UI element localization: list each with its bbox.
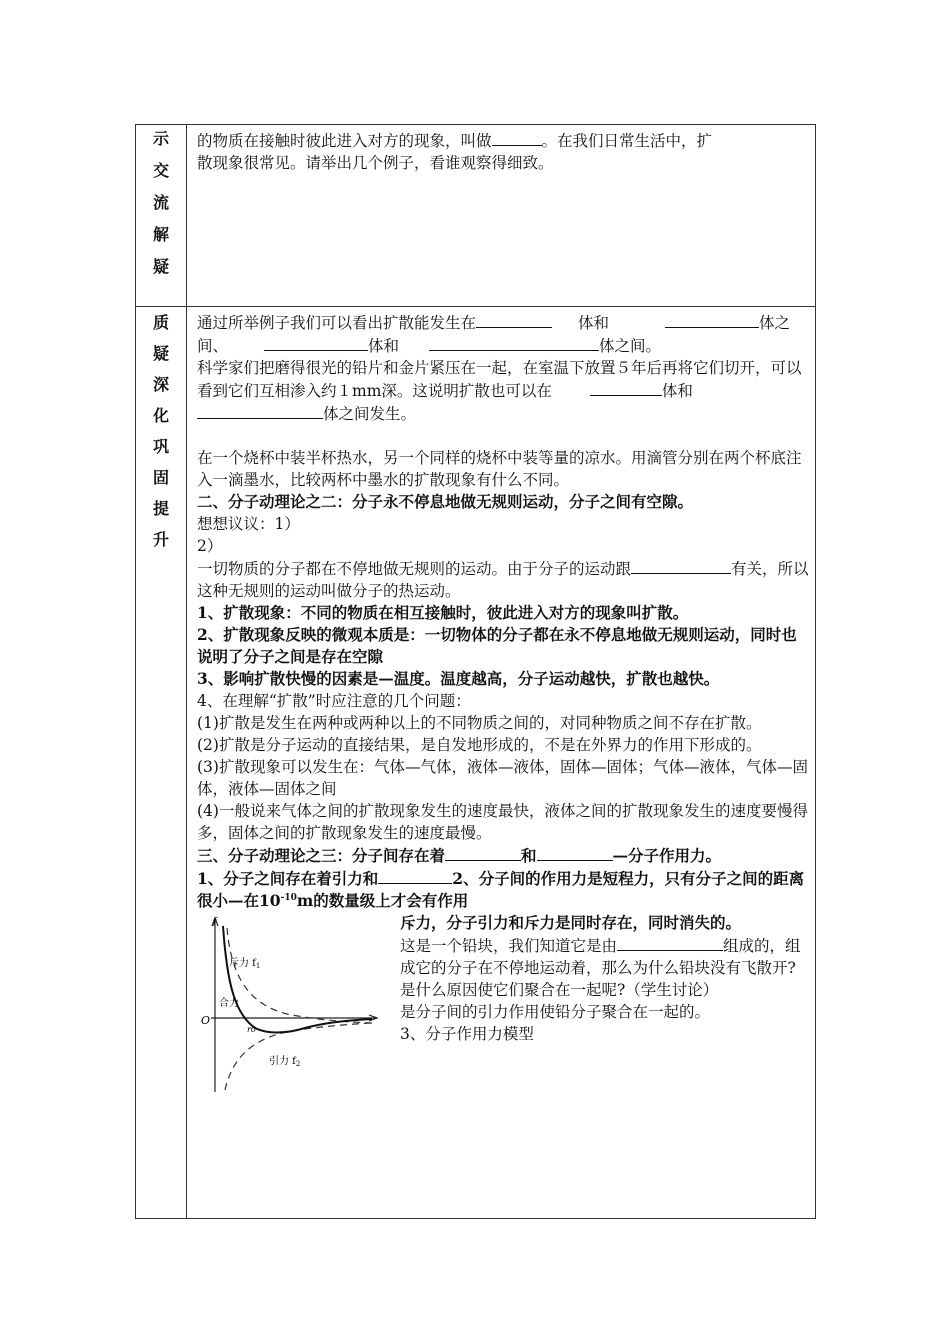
side-char: 疑 (152, 344, 169, 363)
side-char: 化 (152, 406, 169, 425)
content-deepen (187, 307, 816, 1219)
side-char: 交 (152, 161, 169, 180)
fill-blank[interactable] (617, 934, 723, 951)
point-1: 1、扩散现象：不同的物质在相互接触时，彼此进入对方的现象叫扩散。 (197, 603, 689, 622)
lead-gold-paragraph: 科学家们把磨得很光的铅片和金片紧压在一起，在室温下放置５年后再将它们切开，可以看到它们互相渗入约１mm深。这说明扩散也可以在 体和体之间发生。 (197, 359, 802, 423)
lead-block-answer: 是分子间的引力作用使铅分子聚合在一起的。 (400, 1003, 711, 1021)
diffusion-states-paragraph: 通过所举例子我们可以看出扩散能发生在 体和 体之间、 体和 体之间。 (197, 311, 809, 357)
fill-blank[interactable] (665, 311, 733, 328)
exchange-line1: 的物质在接触时彼此进入对方的现象，叫做 。在我们日常生活中，扩 (197, 129, 809, 152)
fill-blank[interactable] (264, 334, 368, 351)
force-axis-label: f (213, 917, 217, 927)
side-char: 示 (152, 129, 169, 148)
fill-blank[interactable] (631, 557, 705, 574)
fill-blank[interactable] (608, 379, 662, 396)
force-text (392, 912, 809, 1094)
lesson-table (135, 124, 816, 1219)
fill-blank[interactable] (429, 334, 599, 351)
point-4-1: (1)扩散是发生在两种或两种以上的不同物质之间的，对同种物质之间不存在扩散。 (197, 714, 762, 732)
exchange-line2: 散现象很常见。请举出几个例子，看谁观察得细致。 (197, 154, 554, 172)
ink-experiment-paragraph: 在一个烧杯中装半杯热水，另一个同样的烧杯中装等量的凉水。用滴管分别在两个杯底注入一滴墨水，比较两杯中墨水的扩散现象有什么不同。 (197, 449, 802, 489)
section-heading-3: 三、分子动理论之三：分子间存在着 和 —分子作用力。 (197, 846, 722, 865)
row-deepen (136, 307, 816, 1219)
side-char: 巩 (152, 437, 169, 456)
side-char: 深 (152, 375, 169, 394)
molecular-force-graph (197, 914, 392, 1094)
thermal-motion-paragraph: 一切物质的分子都在不停地做无规则的运动。由于分子的运动跟 有关，所以这种无规则的运动叫做分子的热运动。 (197, 557, 809, 602)
fill-blank[interactable] (445, 844, 521, 861)
force-model-heading: 3、分子作用力模型 (400, 1025, 534, 1043)
side-char: 疑 (152, 257, 169, 276)
side-char: 质 (152, 313, 169, 332)
side-char: 流 (152, 193, 169, 212)
point-3: 3、影响扩散快慢的因素是—温度。温度越高，分子运动越快，扩散也越快。 (197, 669, 720, 688)
force-point-2: 斥力，分子引力和斥力是同时存在，同时消失的。 (400, 913, 742, 932)
resultant-label: 合力 (219, 998, 239, 1009)
side-char: 解 (152, 225, 169, 244)
fill-blank[interactable] (590, 379, 608, 396)
fill-blank[interactable] (492, 129, 542, 146)
section-heading-2: 二、分子动理论之二：分子永不停息地做无规则运动，分子之间有空隙。 (197, 492, 694, 511)
fill-blank[interactable] (733, 311, 759, 328)
force-point-1: 1、分子之间存在着引力和 2、分子间的作用力是短程力，只有分子之间的距离很小—在$10^{-10}m$的数量级上才会有作用 (197, 869, 805, 910)
force-section (197, 912, 809, 1094)
fill-blank[interactable] (197, 402, 323, 419)
fill-blank[interactable] (476, 311, 552, 328)
side-char: 固 (152, 468, 169, 487)
repulsion-label: 斥力 $f_1$ (229, 958, 261, 970)
point-2: 2、扩散现象反映的微观本质是：一切物体的分子都在永不停息地做无规则运动，同时也说明了分子之间是存在空隙 (197, 625, 797, 666)
think-item-2: 2） (197, 537, 223, 555)
fill-blank[interactable] (705, 557, 731, 574)
row-exchange (136, 125, 816, 307)
fill-blank[interactable] (537, 844, 613, 861)
repulsion-curve (227, 928, 372, 1023)
origin-label: O (201, 1014, 211, 1027)
content-exchange (187, 125, 816, 307)
lead-block-question: 这是一个铅块，我们知道它是由 组成的，组成它的分子在不停地运动着，那么为什么铅块没有飞散开?是什么原因使它们聚合在一起呢?（学生讨论） (400, 934, 809, 1001)
attraction-label: 引力 $f_2$ (269, 1056, 301, 1068)
side-label-deepen (136, 307, 187, 1219)
point-4-2: (2)扩散是分子运动的直接结果，是自发地形成的，不是在外界力的作用下形成的。 (197, 736, 762, 754)
think-item-1: 想想议议：1） (197, 515, 300, 533)
point-4-4: (4)一般说来气体之间的扩散现象发生的速度最快，液体之间的扩散现象发生的速度要慢得多，固体之间的扩散现象发生的速度最慢。 (197, 802, 808, 842)
side-char: 升 (152, 530, 169, 549)
point-4: 4、在理解“扩散”时应注意的几个问题： (197, 692, 471, 710)
side-char: 提 (152, 499, 169, 518)
r0-label: r0 (247, 1025, 256, 1034)
fill-blank[interactable] (378, 867, 452, 884)
point-4-3: (3)扩散现象可以发生在：气体—气体，液体—液体，固体—固体；气体—液体，气体—固体，液体—固体之间 (197, 758, 808, 798)
side-label-exchange (136, 125, 187, 307)
